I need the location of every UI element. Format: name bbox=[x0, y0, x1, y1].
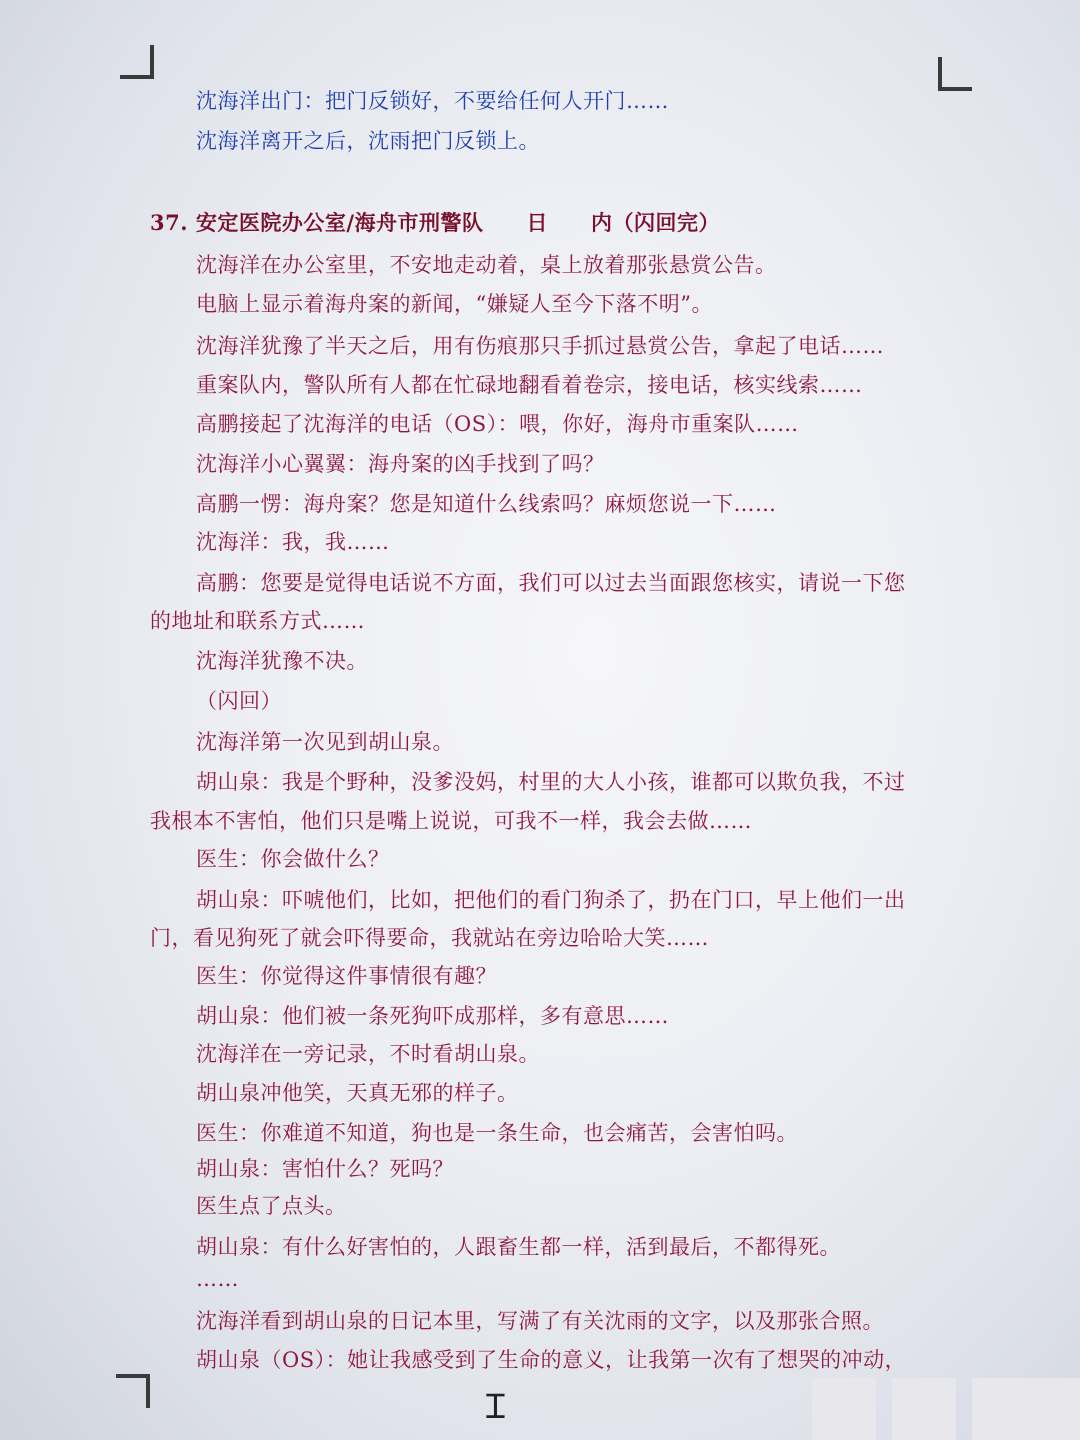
text-line: 沈海洋犹豫了半天之后，用有伤痕那只手抓过悬赏公告，拿起了电话…… bbox=[196, 334, 884, 358]
text-line: …… bbox=[196, 1267, 239, 1291]
text-line: 医生点了点头。 bbox=[196, 1194, 347, 1218]
text-line: 胡山泉：有什么好害怕的，人跟畜生都一样，活到最后，不都得死。 bbox=[196, 1235, 841, 1259]
text-line: （闪回） bbox=[196, 689, 282, 713]
text-line: 胡山泉冲他笑，天真无邪的样子。 bbox=[196, 1081, 519, 1105]
text-line: 的地址和联系方式…… bbox=[150, 609, 365, 633]
crop-mark-top-left-icon bbox=[120, 45, 154, 79]
text-line: 门，看见狗死了就会吓得要命，我就站在旁边哈哈大笑…… bbox=[150, 926, 709, 950]
text-line: 沈海洋离开之后，沈雨把门反锁上。 bbox=[196, 129, 540, 153]
text-line: 沈海洋在办公室里，不安地走动着，桌上放着那张悬赏公告。 bbox=[196, 253, 777, 277]
text-line: 沈海洋第一次见到胡山泉。 bbox=[196, 730, 454, 754]
text-line: 沈海洋：我，我…… bbox=[196, 530, 390, 554]
text-line: 胡山泉（OS）：她让我感受到了生命的意义，让我第一次有了想哭的冲动， bbox=[196, 1348, 907, 1372]
text-line: 医生：你会做什么？ bbox=[196, 847, 390, 871]
scene-heading: 37. 安定医院办公室/海舟市刑警队 日 内（闪回完） bbox=[150, 210, 721, 235]
background-panel bbox=[812, 1378, 876, 1440]
text-line: 医生：你难道不知道，狗也是一条生命，也会痛苦，会害怕吗。 bbox=[196, 1121, 798, 1145]
text-line: 胡山泉：吓唬他们，比如，把他们的看门狗杀了，扔在门口，早上他们一出 bbox=[196, 888, 906, 912]
text-line: 沈海洋出门：把门反锁好，不要给任何人开门…… bbox=[196, 89, 669, 113]
crop-mark-top-right-icon bbox=[938, 57, 972, 91]
text-line: 重案队内，警队所有人都在忙碌地翻看着卷宗，接电话，核实线索…… bbox=[196, 373, 863, 397]
text-line: 沈海洋犹豫不决。 bbox=[196, 649, 368, 673]
text-line: 沈海洋看到胡山泉的日记本里，写满了有关沈雨的文字，以及那张合照。 bbox=[196, 1309, 884, 1333]
text-line: 医生：你觉得这件事情很有趣？ bbox=[196, 964, 497, 988]
text-line: 沈海洋小心翼翼：海舟案的凶手找到了吗？ bbox=[196, 452, 605, 476]
text-line: 高鹏：您要是觉得电话说不方面，我们可以过去当面跟您核实，请说一下您 bbox=[196, 571, 906, 595]
text-line: 电脑上显示着海舟案的新闻，“嫌疑人至今下落不明”。 bbox=[196, 292, 713, 316]
text-line: 胡山泉：他们被一条死狗吓成那样，多有意思…… bbox=[196, 1004, 669, 1028]
text-line: 高鹏一愣：海舟案？您是知道什么线索吗？麻烦您说一下…… bbox=[196, 492, 777, 516]
background-panel bbox=[972, 1378, 1080, 1440]
text-line: 沈海洋在一旁记录，不时看胡山泉。 bbox=[196, 1042, 540, 1066]
text-line: 胡山泉：害怕什么？死吗？ bbox=[196, 1157, 454, 1181]
text-line: 胡山泉：我是个野种，没爹没妈，村里的大人小孩，谁都可以欺负我，不过 bbox=[196, 770, 906, 794]
text-cursor-icon: Ɪ bbox=[486, 1387, 505, 1427]
text-line: 我根本不害怕，他们只是嘴上说说，可我不一样，我会去做…… bbox=[150, 809, 752, 833]
text-line: 高鹏接起了沈海洋的电话（OS）：喂，你好，海舟市重案队…… bbox=[196, 412, 799, 436]
background-panel bbox=[892, 1378, 956, 1440]
crop-mark-bottom-left-icon bbox=[116, 1374, 150, 1408]
